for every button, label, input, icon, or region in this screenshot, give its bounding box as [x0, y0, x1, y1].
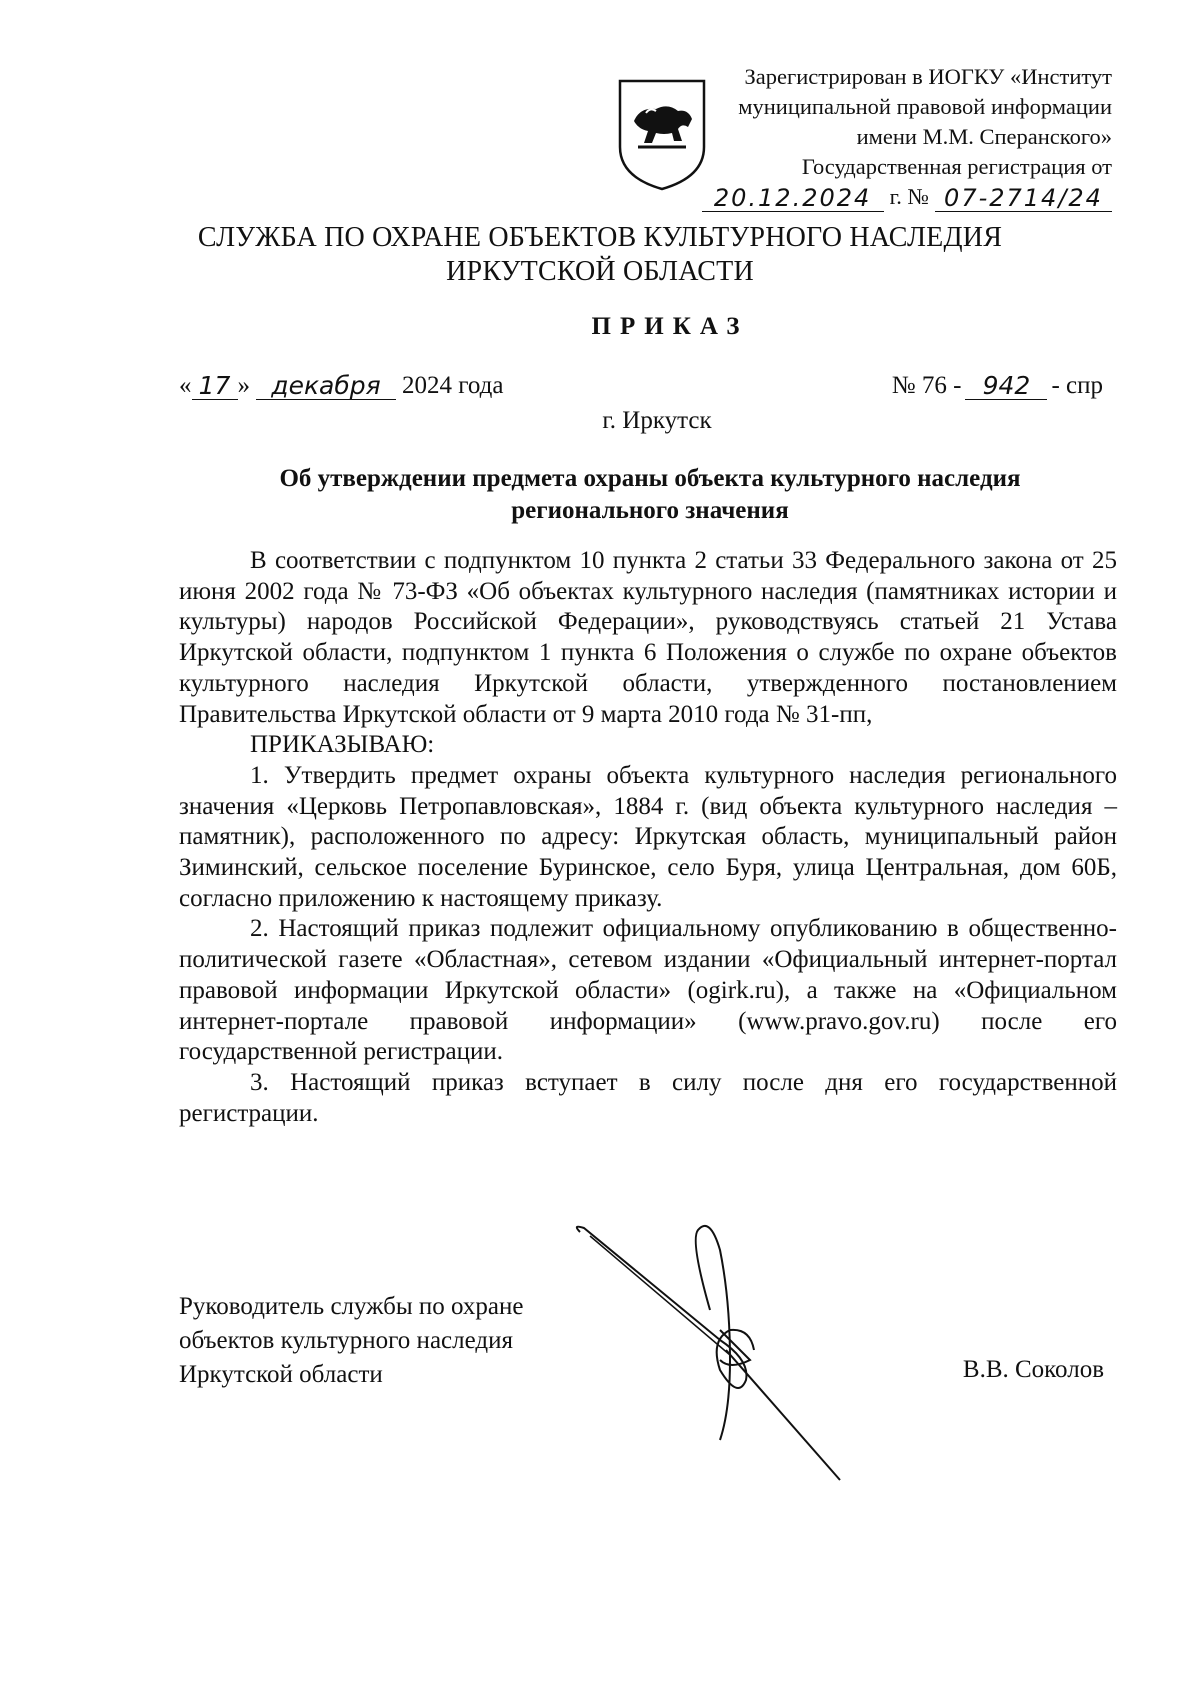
order-item-3: 3. Настоящий приказ вступает в силу после дня его государственной регистрации. [179, 1068, 1117, 1127]
registration-line-2: муниципальной правовой информации [738, 94, 1112, 119]
order-number-handwritten: 942 [965, 373, 1047, 400]
signatory-title [179, 1290, 523, 1392]
agency-heading [0, 221, 1200, 289]
registration-line-1: Зарегистрирован в ИОГКУ «Институт [744, 64, 1112, 89]
agency-line-2: ИРКУТСКОЙ ОБЛАСТИ [446, 256, 754, 287]
order-subject [180, 463, 1120, 527]
order-date [179, 372, 503, 400]
subject-line-2: регионального значения [511, 497, 789, 524]
registration-date-line [672, 182, 1112, 212]
date-close-quote: » [237, 372, 250, 399]
date-day-handwritten: 17 [192, 373, 238, 400]
city: г. Иркутск [602, 407, 712, 434]
agency-line-1: СЛУЖБА ПО ОХРАНЕ ОБЪЕКТОВ КУЛЬТУРНОГО НАСЛЕДИЯ [197, 222, 1003, 253]
registration-date-handwritten: 20.12.2024 [702, 185, 884, 212]
registration-number-handwritten: 07-2714/24 [935, 185, 1112, 212]
registration-number-label: г. № [889, 184, 929, 209]
subject-line-1: Об утверждении предмета охраны объекта культурного наследия [279, 465, 1021, 492]
order-item-2: 2. Настоящий приказ подлежит официальному опубликованию в общественно-политической газете «Областная», сетевом издании «Официальный интернет-портал правовой информации Иркутской области» (ogirk.ru), а также на «Официальном интернет-портале правовой информации» (www.pravo.gov.ru) после его государственной регистрации. [179, 915, 1117, 1066]
preamble-paragraph: В соответствии с подпунктом 10 пункта 2 статьи 33 Федерального закона от 25 июня 2002 года № 73-ФЗ «Об объектах культурного наследия (памятниках истории и культуры) народов Российской Федерации», руководствуясь статьей 21 Устава Иркутской области, подпунктом 1 пункта 6 Положения о службе по охране объектов культурного наследия Иркутской области, утвержденного постановлением Правительства Иркутской области от 9 марта 2010 года № 31-пп, [179, 547, 1117, 728]
date-month-handwritten: декабря [256, 373, 396, 400]
date-year: 2024 года [402, 372, 504, 399]
order-number-suffix: - спр [1051, 372, 1103, 399]
order-body [179, 546, 1117, 1129]
signatory-title-line-3: Иркутской области [179, 1361, 383, 1388]
signatory-title-line-1: Руководитель службы по охране [179, 1293, 524, 1320]
order-number [892, 372, 1103, 400]
date-open-quote: « [179, 372, 192, 399]
registration-line-3: имени М.М. Сперанского» [856, 124, 1112, 149]
registration-stamp [672, 62, 1112, 212]
registration-line-4: Государственная регистрация от [801, 154, 1112, 179]
order-item-1: 1. Утвердить предмет охраны объекта культурного наследия регионального значения «Церковь Петропавловская», 1884 г. (вид объекта культурного наследия – памятник), расположенного по адресу: Иркутская область, муниципальный район Зиминский, сельское поселение Буринское, село Буря, улица Центральная, дом 60Б, согласно приложению к настоящему приказу. [179, 761, 1117, 912]
handwritten-signature [570, 1210, 910, 1490]
order-word: ПРИКАЗЫВАЮ: [250, 731, 435, 759]
order-number-prefix: № 76 - [891, 372, 962, 399]
signatory-title-line-2: объектов культурного наследия [179, 1327, 513, 1354]
signatory-name: В.В. Соколов [962, 1356, 1104, 1383]
order-title: ПРИКАЗ [591, 313, 749, 340]
